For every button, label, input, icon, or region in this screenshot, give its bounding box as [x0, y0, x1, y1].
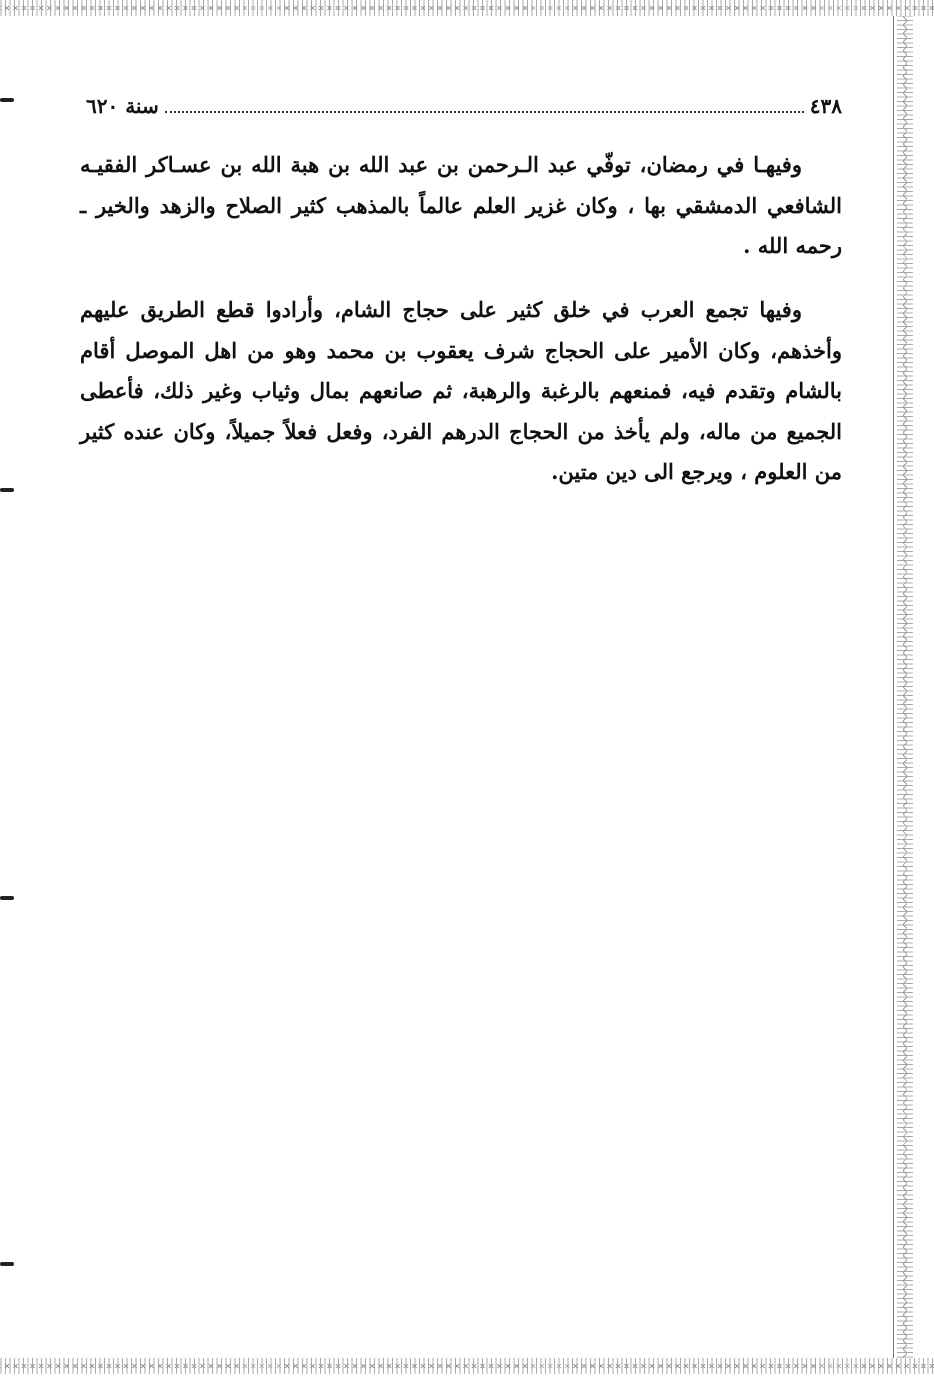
scan-margin-mark [0, 1262, 14, 1266]
year-label: سنة ٦٢٠ [86, 94, 159, 118]
page-number: ٤٣٨ [809, 94, 842, 118]
paragraph-1-text: وفيهـا في رمضان، توفّي عبد الـرحمن بن عبد الله بن هبة الله بن عسـاكر الفقيـه الشافعي الدمشقي بها ، وكان غزير العلم عالماً بالمذهب كثير الصلاح والزهد والخير ـ رحمه الله . [80, 152, 842, 258]
page-border-bottom [0, 1358, 934, 1374]
page-border-right [897, 16, 913, 1358]
paragraph-2-text: وفيها تجمع العرب في خلق كثير على حجاج الشام، وأرادوا قطع الطريق عليهم وأخذهم، وكان الأمير على الحجاج شرف يعقوب بن محمد وهو من اهل الموصل أقام بالشام وتقدم فيه، فمنعهم بالرغبة والرهبة، ثم صانعهم بمال وثياب وغير ذلك، فأعطى الجميع من ماله، ولم يأخذ من الحجاج الدرهم الفرد، وفعل فعلاً جميلاً، وكان عنده كثير من العلوم ، ويرجع الى دين متين. [80, 297, 842, 484]
scan-margin-mark [0, 896, 14, 900]
paragraph-2 [80, 290, 842, 493]
running-header [86, 92, 842, 120]
page-border-inner-line [893, 16, 894, 1358]
page-border-top [0, 0, 934, 16]
scan-margin-mark [0, 98, 14, 102]
dot-leader [165, 111, 804, 113]
scan-margin-mark [0, 488, 14, 492]
paragraph-1 [80, 145, 842, 267]
